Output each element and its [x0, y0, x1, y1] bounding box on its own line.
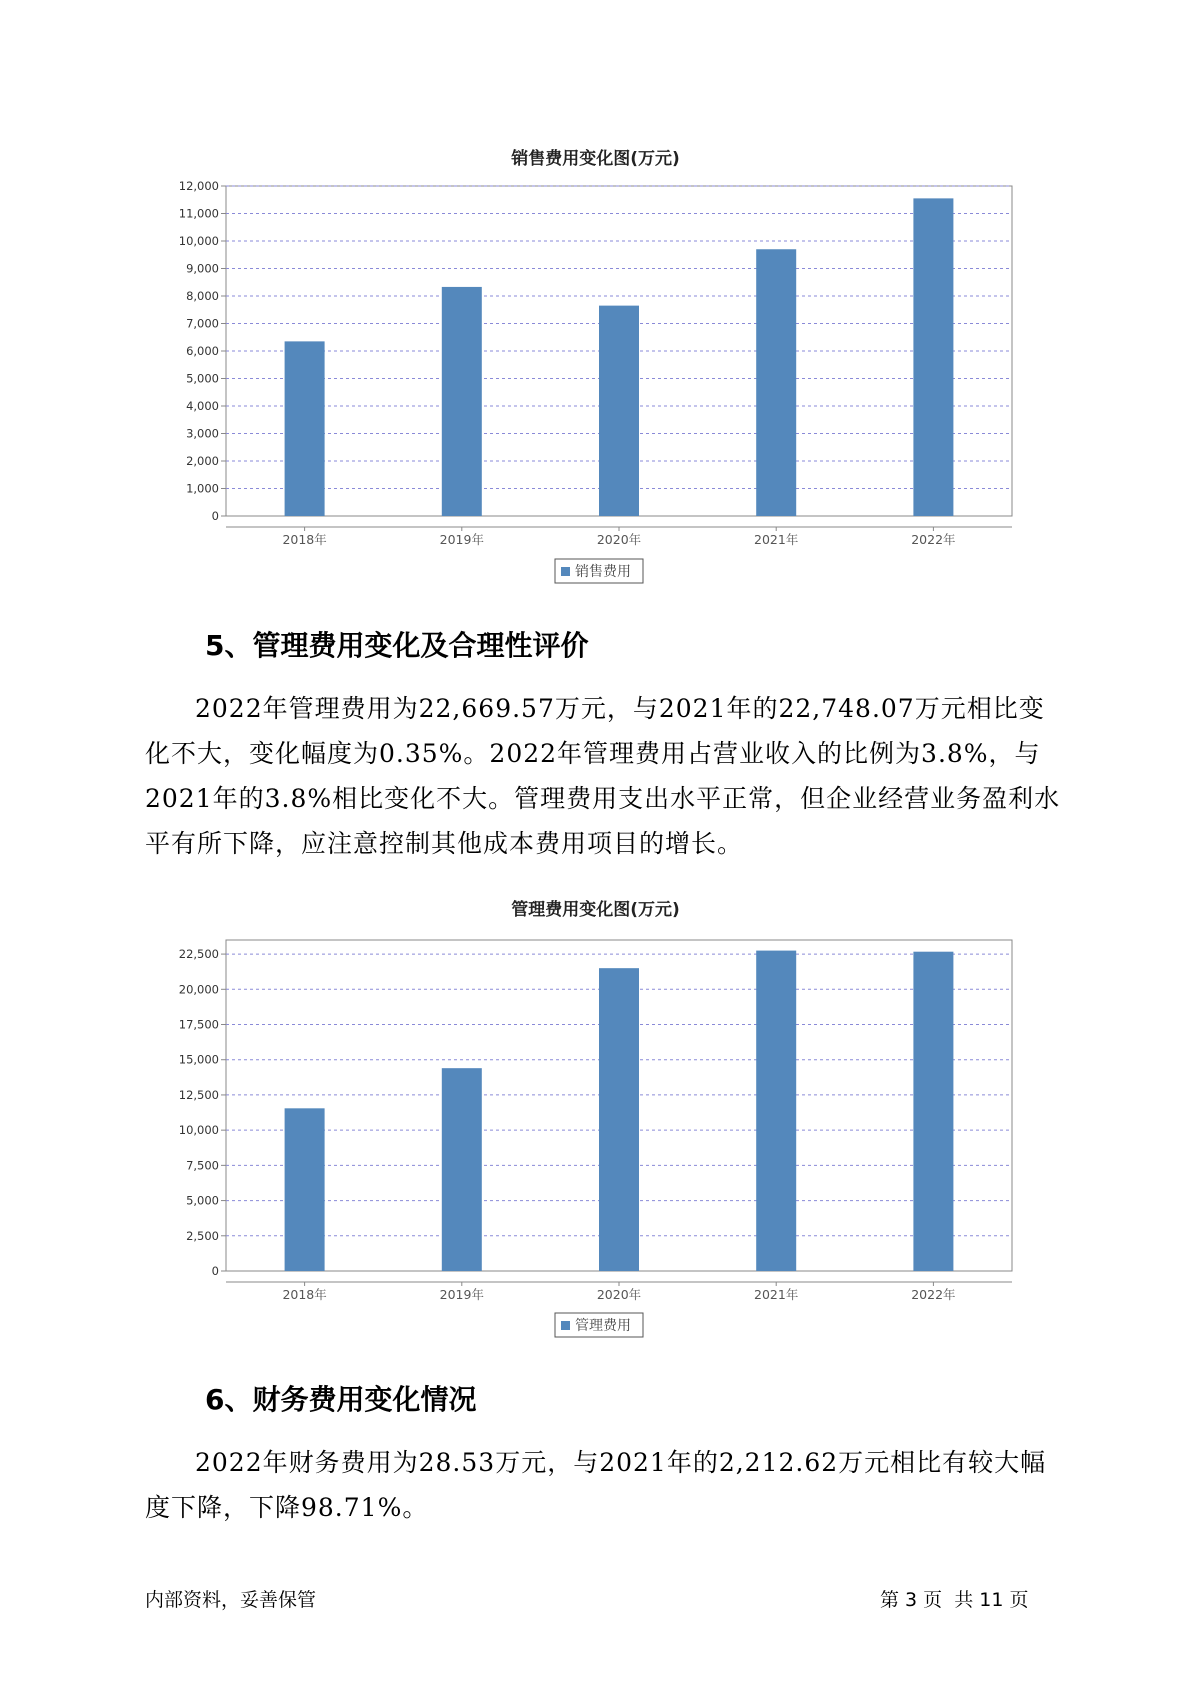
sales-expense-chart-title: 销售费用变化图(万元) [511, 149, 680, 169]
x-tick-label: 2019年 [439, 1287, 484, 1302]
bar [442, 287, 482, 516]
bar [756, 249, 796, 516]
sales-expense-chart [0, 0, 1191, 600]
y-tick-label: 22,500 [178, 947, 219, 962]
y-tick-label: 10,000 [178, 1123, 219, 1138]
bar [599, 306, 639, 516]
x-tick-label: 2021年 [754, 1287, 799, 1302]
y-tick-label: 11,000 [178, 206, 219, 221]
y-tick-label: 0 [211, 509, 219, 523]
bar [756, 951, 796, 1271]
bar [913, 952, 953, 1271]
section-6-heading: 6、财务费用变化情况 [205, 1383, 477, 1416]
admin-expense-chart [0, 900, 1191, 1350]
y-tick-label: 1,000 [186, 481, 219, 496]
y-tick-label: 7,000 [186, 316, 219, 331]
y-tick-label: 0 [211, 1264, 219, 1278]
y-tick-label: 15,000 [178, 1052, 219, 1067]
x-tick-label: 2020年 [596, 1287, 642, 1302]
section-5-paragraph: 2022年管理费用为22,669.57万元，与2021年的22,748.07万元相比变化不大，变化幅度为0.35%。2022年管理费用占营业收入的比例为3.8%，与2021年的3.8%相比变化不大。管理费用支出水平正常，但企业经营业务盈利水平有所下降，应注意控制其他成本费用项目的增长。 [145, 694, 1061, 858]
x-tick-label: 2019年 [439, 532, 484, 547]
bar [285, 1108, 325, 1271]
y-tick-label: 8,000 [186, 289, 219, 303]
y-tick-label: 3,000 [186, 426, 219, 441]
y-tick-label: 2,500 [186, 1228, 219, 1243]
legend-label: 销售费用 [575, 564, 631, 580]
legend-label: 管理费用 [575, 1318, 631, 1334]
bar [599, 968, 639, 1271]
footer-confidential-note: 内部资料，妥善保管 [145, 1589, 317, 1611]
y-tick-label: 6,000 [186, 344, 219, 358]
y-tick-label: 12,000 [178, 179, 219, 193]
y-tick-label: 20,000 [178, 982, 219, 997]
section-6-paragraph: 2022年财务费用为28.53万元，与2021年的2,212.62万元相比有较大幅度下降，下降98.71%。 [145, 1448, 1047, 1522]
x-tick-label: 2018年 [282, 1287, 327, 1302]
x-tick-label: 2021年 [754, 532, 799, 547]
bar [442, 1068, 482, 1271]
x-tick-label: 2022年 [911, 532, 956, 547]
y-tick-label: 9,000 [186, 261, 219, 276]
y-tick-label: 12,500 [178, 1087, 219, 1102]
bar [285, 341, 325, 516]
admin-expense-chart-title: 管理费用变化图(万元) [511, 900, 680, 920]
legend-swatch [561, 567, 570, 576]
y-tick-label: 7,500 [186, 1158, 219, 1173]
x-tick-label: 2022年 [911, 1287, 956, 1302]
x-tick-label: 2018年 [282, 532, 327, 547]
bar [913, 198, 953, 516]
y-tick-label: 10,000 [178, 234, 219, 248]
legend-swatch [561, 1321, 570, 1330]
section-5-heading: 5、管理费用变化及合理性评价 [205, 629, 589, 662]
footer-page-number: 第 3 页 共 11 页 [880, 1589, 1029, 1611]
y-tick-label: 4,000 [186, 399, 219, 413]
x-tick-label: 2020年 [596, 532, 642, 547]
y-tick-label: 5,000 [186, 1193, 219, 1208]
y-tick-label: 17,500 [178, 1017, 219, 1032]
y-tick-label: 2,000 [186, 454, 219, 468]
y-tick-label: 5,000 [186, 371, 219, 386]
